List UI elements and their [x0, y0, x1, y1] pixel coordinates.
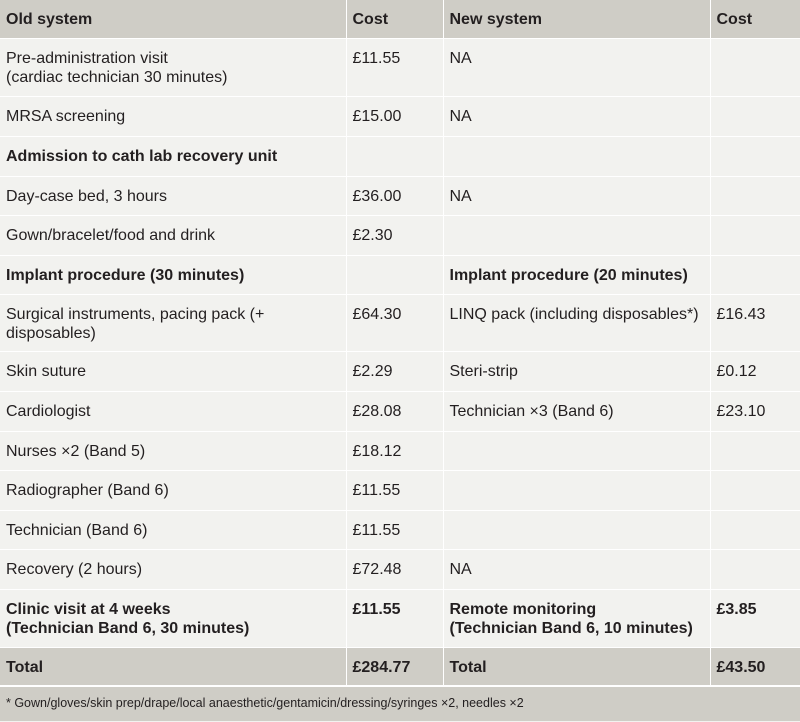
table-row — [0, 176, 800, 215]
old-cost: £15.00 — [346, 96, 443, 136]
new-cost — [710, 96, 800, 136]
header-old-system: Old system — [0, 0, 346, 38]
new-cost — [710, 549, 800, 589]
footnote: * Gown/gloves/skin prep/drape/local anaesthetic/gentamicin/dressing/syringes ×2, needles ×2 — [0, 687, 800, 721]
header-new-cost: Cost — [710, 0, 800, 38]
new-item: NA — [443, 549, 710, 589]
old-item: Skin suture — [0, 351, 346, 391]
old-item: Gown/bracelet/food and drink — [0, 215, 346, 255]
new-total-cost: £43.50 — [710, 647, 800, 686]
new-cost: £3.85 — [710, 589, 800, 647]
old-item: Cardiologist — [0, 391, 346, 431]
new-cost: £16.43 — [710, 294, 800, 351]
old-cost: £11.55 — [346, 510, 443, 549]
table-row — [0, 391, 800, 431]
old-item: Clinic visit at 4 weeks (Technician Band 6, 30 minutes) — [0, 589, 346, 647]
old-item: Recovery (2 hours) — [0, 549, 346, 589]
old-cost — [346, 255, 443, 294]
new-item: NA — [443, 38, 710, 96]
old-item: Admission to cath lab recovery unit — [0, 136, 346, 176]
header-old-cost: Cost — [346, 0, 443, 38]
old-cost: £72.48 — [346, 549, 443, 589]
new-item: Remote monitoring (Technician Band 6, 10 minutes) — [443, 589, 710, 647]
new-item: Implant procedure (20 minutes) — [443, 255, 710, 294]
new-cost — [710, 431, 800, 470]
table-row — [0, 470, 800, 510]
table-row — [0, 589, 800, 647]
old-cost: £64.30 — [346, 294, 443, 351]
new-item — [443, 136, 710, 176]
new-item: Steri-strip — [443, 351, 710, 391]
header-new-system: New system — [443, 0, 710, 38]
new-cost — [710, 215, 800, 255]
old-item: MRSA screening — [0, 96, 346, 136]
table-row — [0, 215, 800, 255]
old-cost: £11.55 — [346, 38, 443, 96]
old-item: Technician (Band 6) — [0, 510, 346, 549]
old-item: Nurses ×2 (Band 5) — [0, 431, 346, 470]
new-item — [443, 510, 710, 549]
new-item: NA — [443, 176, 710, 215]
old-cost: £18.12 — [346, 431, 443, 470]
header-row — [0, 0, 800, 38]
table-row — [0, 431, 800, 470]
new-cost: £0.12 — [710, 351, 800, 391]
new-item — [443, 215, 710, 255]
old-cost: £2.30 — [346, 215, 443, 255]
table-row — [0, 38, 800, 96]
new-cost — [710, 136, 800, 176]
table-row-section — [0, 136, 800, 176]
old-item: Implant procedure (30 minutes) — [0, 255, 346, 294]
old-item: Radiographer (Band 6) — [0, 470, 346, 510]
table-row — [0, 549, 800, 589]
total-row — [0, 647, 800, 686]
table-row — [0, 510, 800, 549]
new-cost — [710, 470, 800, 510]
new-item — [443, 470, 710, 510]
old-total-cost: £284.77 — [346, 647, 443, 686]
new-cost — [710, 38, 800, 96]
old-cost — [346, 136, 443, 176]
new-cost — [710, 176, 800, 215]
new-total-label: Total — [443, 647, 710, 686]
old-item: Surgical instruments, pacing pack (+ disposables) — [0, 294, 346, 351]
new-cost — [710, 255, 800, 294]
old-cost: £11.55 — [346, 589, 443, 647]
table-row — [0, 294, 800, 351]
old-item: Pre-administration visit (cardiac technician 30 minutes) — [0, 38, 346, 96]
table-row — [0, 351, 800, 391]
table-row-section — [0, 255, 800, 294]
old-cost: £28.08 — [346, 391, 443, 431]
table-row — [0, 96, 800, 136]
new-item: NA — [443, 96, 710, 136]
new-cost: £23.10 — [710, 391, 800, 431]
old-cost: £2.29 — [346, 351, 443, 391]
old-item: Day-case bed, 3 hours — [0, 176, 346, 215]
old-cost: £11.55 — [346, 470, 443, 510]
old-cost: £36.00 — [346, 176, 443, 215]
new-item: Technician ×3 (Band 6) — [443, 391, 710, 431]
new-item — [443, 431, 710, 470]
new-item: LINQ pack (including disposables*) — [443, 294, 710, 351]
new-cost — [710, 510, 800, 549]
old-total-label: Total — [0, 647, 346, 686]
